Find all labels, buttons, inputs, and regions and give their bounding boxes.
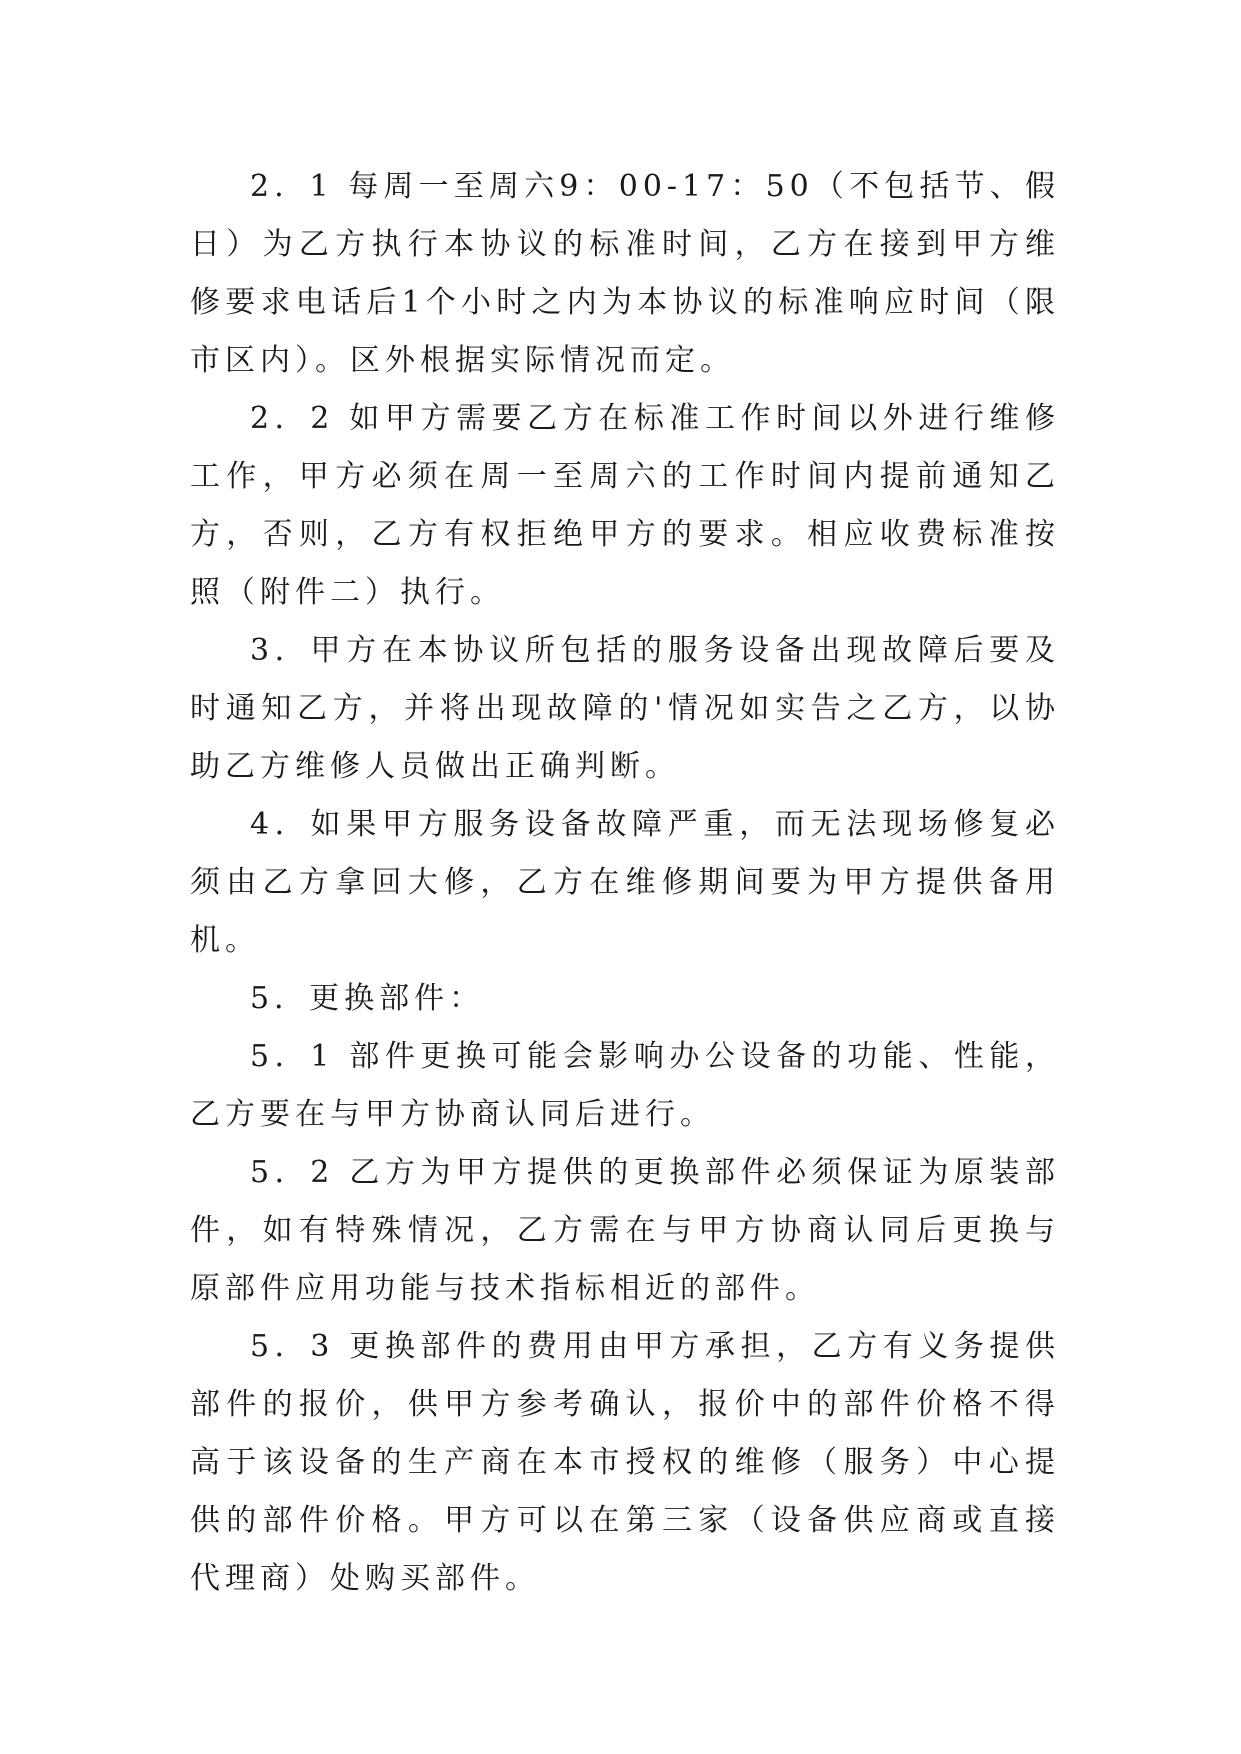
paragraph-5-1: 5．1 部件更换可能会影响办公设备的功能、性能，乙方要在与甲方协商认同后进行。 bbox=[190, 1039, 1060, 1132]
paragraph-5-2: 5．2 乙方为甲方提供的更换部件必须保证为原装部件，如有特殊情况，乙方需在与甲方协商认同后更换与原部件应用功能与技术指标相近的部件。 bbox=[190, 1155, 1060, 1306]
paragraph-5-3: 5．3 更换部件的费用由甲方承担，乙方有义务提供部件的报价，供甲方参考确认，报价中的部件价格不得高于该设备的生产商在本市授权的维修（服务）中心提供的部件价格。甲方可以在第三家（设备供应商或直接代理商）处购买部件。 bbox=[190, 1329, 1060, 1596]
document-body bbox=[190, 158, 1060, 1608]
paragraph-2-1: 2．1 每周一至周六9：00-17：50（不包括节、假日）为乙方执行本协议的标准时间，乙方在接到甲方维修要求电话后1个小时之内为本协议的标准响应时间（限市区内）。区外根据实际情况而定。 bbox=[190, 169, 1060, 378]
paragraph-3: 3．甲方在本协议所包括的服务设备出现故障后要及时通知乙方，并将出现故障的'情况如实告之乙方，以协助乙方维修人员做出正确判断。 bbox=[190, 633, 1060, 784]
paragraph-5-heading: 5．更换部件： bbox=[250, 981, 485, 1016]
paragraph-4: 4．如果甲方服务设备故障严重，而无法现场修复必须由乙方拿回大修，乙方在维修期间要为甲方提供备用机。 bbox=[190, 807, 1060, 958]
paragraph-2-2: 2．2 如甲方需要乙方在标准工作时间以外进行维修工作，甲方必须在周一至周六的工作时间内提前通知乙方，否则，乙方有权拒绝甲方的要求。相应收费标准按照（附件二）执行。 bbox=[190, 401, 1060, 610]
